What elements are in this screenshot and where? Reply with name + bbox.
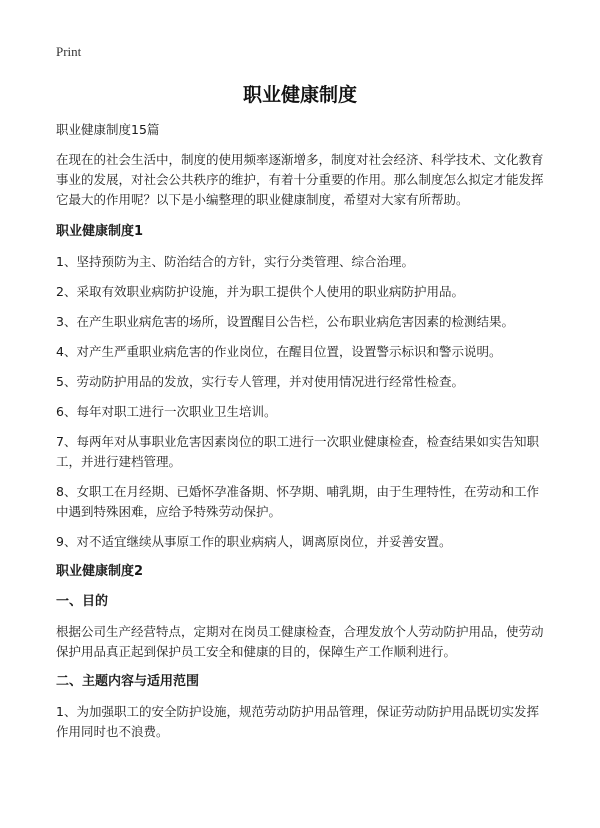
list-item: 3、在产生职业病危害的场所，设置醒目公告栏，公布职业病危害因素的检测结果。	[56, 314, 514, 329]
list-item: 5、劳动防护用品的发放，实行专人管理，并对使用情况进行经常性检查。	[56, 374, 464, 389]
intro-paragraph: 在现在的社会生活中，制度的使用频率逐渐增多，制度对社会经济、科学技术、文化教育事业的发展，对社会公共秩序的维护，有着十分重要的作用。那么制度怎么拟定才能发挥它最大的作用呢？以下是小编整理的职业健康制度，希望对大家有所帮助。	[56, 152, 544, 207]
list-item: 2、采取有效职业病防护设施，并为职工提供个人使用的职业病防护用品。	[56, 284, 464, 299]
list-item: 7、每两年对从事职业危害因素岗位的职工进行一次职业健康检查，检查结果如实告知职工，并进行建档管理。	[56, 434, 539, 469]
list-item: 9、对不适宜继续从事原工作的职业病病人，调离原岗位，并妥善安置。	[56, 534, 452, 549]
subsection-heading-purpose: 一、目的	[56, 594, 109, 609]
list-item: 6、每年对职工进行一次职业卫生培训。	[56, 404, 277, 419]
document-subtitle: 职业健康制度15篇	[56, 122, 160, 137]
list-item: 1、坚持预防为主、防治结合的方针，实行分类管理、综合治理。	[56, 254, 414, 269]
scope-paragraph: 1、为加强职工的安全防护设施，规范劳动防护用品管理，保证劳动防护用品既切实发挥作用同时也不浪费。	[56, 704, 539, 739]
subsection-heading-scope: 二、主题内容与适用范围	[56, 674, 200, 689]
list-item: 8、女职工在月经期、已婚怀孕准备期、怀孕期、哺乳期，由于生理特性，在劳动和工作中遇到特殊困难，应给予特殊劳动保护。	[56, 484, 539, 519]
section-heading-2: 职业健康制度2	[56, 564, 144, 579]
purpose-paragraph: 根据公司生产经营特点，定期对在岗员工健康检查，合理发放个人劳动防护用品，使劳动保护用品真正起到保护员工安全和健康的目的，保障生产工作顺利进行。	[56, 624, 544, 659]
print-label[interactable]: Print	[56, 44, 82, 59]
page-title: 职业健康制度	[242, 84, 357, 106]
document-body	[56, 120, 546, 752]
section-heading-1: 职业健康制度1	[56, 224, 144, 239]
list-item: 4、对产生严重职业病危害的作业岗位，在醒目位置，设置警示标识和警示说明。	[56, 344, 502, 359]
